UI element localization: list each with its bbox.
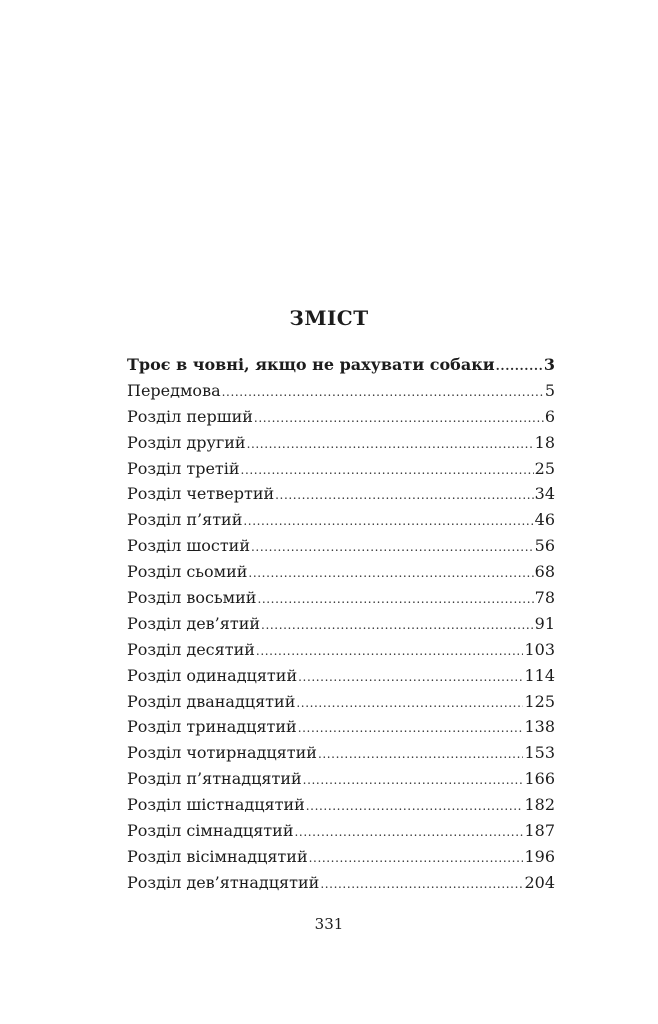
toc-entry-page: 91 — [534, 613, 555, 633]
toc-entry-page: 34 — [534, 484, 555, 504]
toc-entry-book-title[interactable] — [127, 352, 555, 378]
toc-entry-label: Троє в човні, якщо не рахувати собаки — [127, 355, 495, 374]
dot-leader — [303, 768, 524, 794]
toc-entry-page: 18 — [534, 432, 555, 452]
toc-entry[interactable] — [127, 481, 555, 507]
dot-leader — [243, 509, 533, 535]
toc-entry[interactable] — [127, 507, 555, 533]
toc-entry[interactable] — [127, 585, 555, 611]
dot-leader — [248, 561, 533, 587]
toc-entry-label: Розділ п’ятнадцятий — [127, 769, 302, 789]
toc-entry-label: Розділ сьомий — [127, 562, 248, 582]
toc-entry-label: Розділ сімнадцятий — [127, 821, 294, 841]
toc-entry[interactable] — [127, 714, 555, 740]
toc-heading: ЗМІСТ — [289, 306, 369, 330]
toc-entry-page: 114 — [524, 665, 555, 685]
dot-leader — [247, 432, 534, 458]
toc-entry-label: Розділ п’ятий — [127, 510, 243, 530]
dot-leader — [296, 691, 523, 717]
dot-leader — [261, 613, 534, 639]
toc-entry[interactable] — [127, 818, 555, 844]
toc-entry-label: Розділ шістнадцятий — [127, 795, 305, 815]
dot-leader — [496, 354, 543, 380]
toc-entry[interactable] — [127, 430, 555, 456]
dot-leader — [251, 535, 534, 561]
dot-leader — [254, 406, 544, 432]
toc-entry[interactable] — [127, 792, 555, 818]
toc-entry-page: 46 — [534, 510, 555, 530]
toc-entry-label: Розділ другий — [127, 432, 246, 452]
dot-leader — [256, 639, 524, 665]
toc-entry-label: Розділ дванадцятий — [127, 691, 296, 711]
toc-entry-page: 78 — [534, 588, 555, 608]
toc-entry-label: Розділ перший — [127, 406, 253, 426]
toc-entry-label: Розділ шостий — [127, 536, 250, 556]
toc-entry-page: 5 — [544, 380, 555, 400]
toc-entry-page: 68 — [534, 562, 555, 582]
dot-leader — [306, 794, 524, 820]
toc-entry-page: 196 — [524, 846, 555, 866]
table-of-contents — [127, 352, 555, 896]
toc-entry[interactable] — [127, 378, 555, 404]
toc-entry[interactable] — [127, 404, 555, 430]
toc-entry[interactable] — [127, 533, 555, 559]
page-number: 331 — [314, 915, 344, 933]
dot-leader — [275, 483, 534, 509]
toc-entry[interactable] — [127, 844, 555, 870]
dot-leader — [257, 587, 533, 613]
toc-entry[interactable] — [127, 766, 555, 792]
toc-entry-label: Розділ дев’ятий — [127, 613, 261, 633]
toc-entry[interactable] — [127, 689, 555, 715]
toc-entry-page: 153 — [524, 743, 555, 763]
toc-entry-label: Розділ одинадцятий — [127, 665, 298, 685]
toc-entry-label: Розділ четвертий — [127, 484, 275, 504]
toc-entry[interactable] — [127, 637, 555, 663]
toc-entry-page: 204 — [524, 872, 555, 892]
toc-entry-label: Розділ дев’ятнадцятий — [127, 872, 320, 892]
toc-entry-page: 6 — [544, 406, 555, 426]
dot-leader — [318, 742, 524, 768]
toc-entry-label: Розділ тринадцятий — [127, 717, 297, 737]
toc-entry[interactable] — [127, 559, 555, 585]
toc-entry-page: 3 — [543, 355, 555, 374]
toc-entry-label: Розділ третій — [127, 458, 240, 478]
toc-entry-page: 56 — [534, 536, 555, 556]
toc-entry-label: Розділ чотирнадцятий — [127, 743, 317, 763]
toc-entry-page: 103 — [524, 639, 555, 659]
dot-leader — [320, 872, 523, 898]
toc-entry-page: 187 — [524, 821, 555, 841]
dot-leader — [298, 716, 524, 742]
toc-entry[interactable] — [127, 456, 555, 482]
dot-leader — [222, 380, 544, 406]
toc-entry-page: 166 — [524, 769, 555, 789]
toc-entry[interactable] — [127, 663, 555, 689]
dot-leader — [309, 846, 524, 872]
toc-entry-label: Розділ десятий — [127, 639, 255, 659]
dot-leader — [241, 458, 534, 484]
toc-entry[interactable] — [127, 870, 555, 896]
toc-entry-page: 25 — [534, 458, 555, 478]
dot-leader — [294, 820, 523, 846]
toc-entry[interactable] — [127, 611, 555, 637]
toc-entry-label: Розділ восьмий — [127, 588, 257, 608]
toc-entry-label: Передмова — [127, 380, 221, 400]
toc-entry-page: 125 — [524, 691, 555, 711]
toc-entry-page: 182 — [524, 795, 555, 815]
dot-leader — [298, 665, 523, 691]
toc-entry-page: 138 — [524, 717, 555, 737]
toc-entry[interactable] — [127, 740, 555, 766]
toc-entry-label: Розділ вісімнадцятий — [127, 846, 308, 866]
